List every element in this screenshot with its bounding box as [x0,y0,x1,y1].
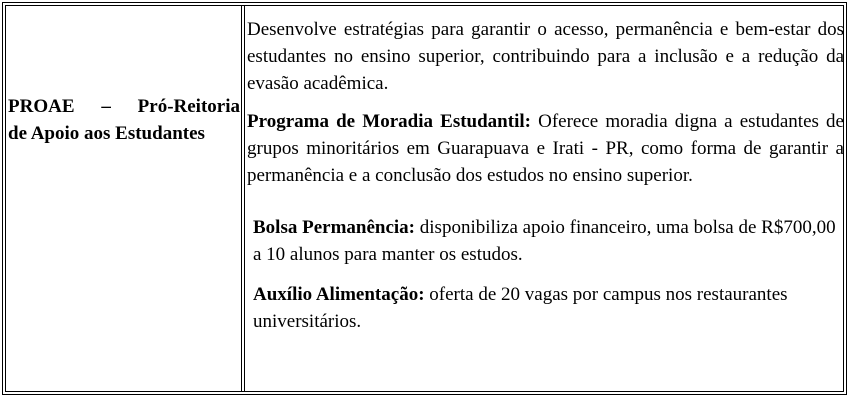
department-name-line-2: de Apoio aos Estudantes [8,123,205,144]
description-cell [247,16,844,335]
bolsa-text: disponibiliza apoio financeiro, uma bolsa de R$700,00 a 10 alunos para manter os estudos. [253,217,836,265]
auxilio-paragraph [253,281,844,335]
table-inner-border [5,5,844,392]
moradia-label: Programa de Moradia Estudantil: [247,111,531,132]
bolsa-paragraph [253,214,844,268]
program-table [2,2,847,395]
department-cell [8,93,240,147]
auxilio-text: oferta de 20 vagas por campus nos restaurantes universitários. [253,284,788,332]
column-divider [244,6,245,391]
bolsa-label: Bolsa Permanência: [253,217,416,238]
moradia-paragraph [247,108,844,189]
moradia-text: Oferece moradia digna a estudantes de grupos minoritários em Guarapuava e Irati - PR, como forma de garantir a permanência e a conclusão dos estudos no ensino superior. [247,111,844,186]
column-divider [241,6,242,391]
intro-paragraph: Desenvolve estratégias para garantir o acesso, permanência e bem-estar dos estudantes no ensino superior, contribuindo para a inclusão e a redução da evasão acadêmica. [247,19,844,94]
auxilio-label: Auxílio Alimentação: [253,284,425,305]
department-name-line-1: PROAE – Pró-Reitoria [8,96,240,117]
